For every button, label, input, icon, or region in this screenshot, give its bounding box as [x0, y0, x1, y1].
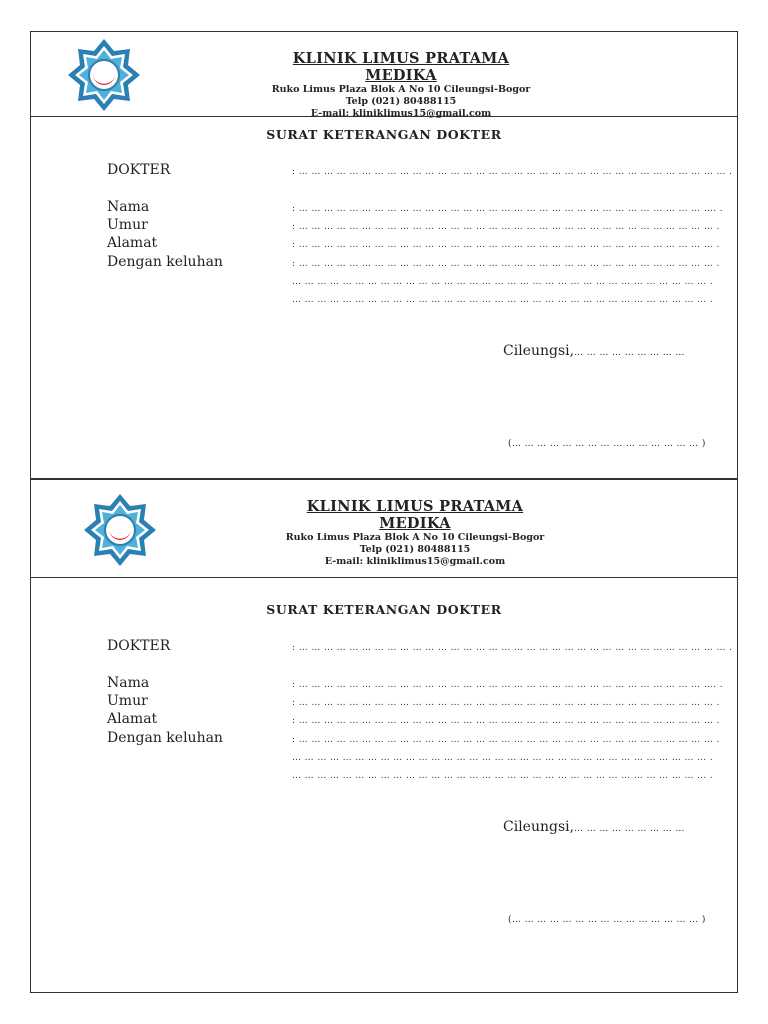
- nama-field[interactable]: : … … … … … … … … … … … … … … … … … … … … … … … … … … … … … … … … …. .: [292, 204, 724, 214]
- clinic-address: Ruko Limus Plaza Blok A No 10 Cileungsi-Bogor: [271, 84, 531, 95]
- clinic-email: E-mail: kliniklimus15@gmail.com: [310, 108, 492, 119]
- nama-label: Nama: [107, 675, 150, 691]
- keluhan-field-line-1[interactable]: : … … … … … … … … … … … … … … … … … … … … … … … … … … … … … … … … … .: [292, 259, 720, 269]
- keluhan-field-line-2[interactable]: … … … … … … … … … … … … … … … … … … … … … … … … … … … … … … … … … .: [292, 753, 714, 763]
- dokter-label: DOKTER: [107, 638, 171, 654]
- alamat-field[interactable]: : … … … … … … … … … … … … … … … … … … … … … … … … … … … … … … … … … .: [292, 716, 720, 726]
- dokter-field[interactable]: : … … … … … … … … … … … … … … … … … … … … … … … … … … … … … … … … … … .: [292, 643, 733, 653]
- clinic-phone: Telp (021) 80488115: [359, 544, 471, 555]
- date-field[interactable]: … … … … … … … … …: [574, 348, 685, 358]
- city-label: Cileungsi,: [503, 819, 575, 835]
- alamat-label: Alamat: [107, 235, 158, 251]
- signature-line[interactable]: [508, 910, 706, 926]
- umur-field[interactable]: : … … … … … … … … … … … … … … … … … … … … … … … … … … … … … … … … … .: [292, 698, 720, 708]
- nama-label: Nama: [107, 199, 150, 215]
- umur-label: Umur: [107, 693, 148, 709]
- certificate-form-1: [30, 31, 738, 479]
- alamat-label: Alamat: [107, 711, 158, 727]
- clinic-address: Ruko Limus Plaza Blok A No 10 Cileungsi-Bogor: [285, 532, 545, 543]
- alamat-field[interactable]: : … … … … … … … … … … … … … … … … … … … … … … … … … … … … … … … … … .: [292, 240, 720, 250]
- letterhead-text: [275, 498, 555, 568]
- letterhead: [31, 480, 737, 578]
- document-title: SURAT KETERANGAN DOKTER: [266, 602, 502, 617]
- umur-label: Umur: [107, 217, 148, 233]
- city-label: Cileungsi,: [503, 343, 575, 359]
- keluhan-field-line-3[interactable]: … … … … … … … … … … … … … … … … … … … … … … … … … … … … … … … … … .: [292, 295, 714, 305]
- date-field[interactable]: … … … … … … … … …: [574, 824, 685, 834]
- certificate-form-2: [30, 479, 738, 993]
- dokter-label: DOKTER: [107, 162, 171, 178]
- keluhan-field-line-3[interactable]: … … … … … … … … … … … … … … … … … … … … … … … … … … … … … … … … … .: [292, 771, 714, 781]
- document-title: SURAT KETERANGAN DOKTER: [266, 127, 502, 142]
- keluhan-field-line-1[interactable]: : … … … … … … … … … … … … … … … … … … … … … … … … … … … … … … … … … .: [292, 735, 720, 745]
- keluhan-label: Dengan keluhan: [107, 730, 223, 746]
- umur-field[interactable]: : … … … … … … … … … … … … … … … … … … … … … … … … … … … … … … … … … .: [292, 222, 720, 232]
- letterhead: [31, 32, 737, 117]
- clinic-logo-icon: [61, 37, 147, 113]
- dokter-field[interactable]: : … … … … … … … … … … … … … … … … … … … … … … … … … … … … … … … … … … .: [292, 167, 733, 177]
- city-date: [503, 819, 685, 835]
- signature-line[interactable]: [508, 434, 706, 450]
- keluhan-field-line-2[interactable]: … … … … … … … … … … … … … … … … … … … … … … … … … … … … … … … … … .: [292, 277, 714, 287]
- clinic-phone: Telp (021) 80488115: [345, 96, 457, 107]
- clinic-logo-icon: [77, 492, 163, 568]
- city-date: [503, 343, 685, 359]
- clinic-name: KLINIK LIMUS PRATAMA MEDIKA: [292, 50, 510, 84]
- clinic-name: KLINIK LIMUS PRATAMA MEDIKA: [306, 498, 524, 532]
- signature-field[interactable]: (… … … … … … … … … … … … … … … ): [508, 915, 706, 925]
- keluhan-label: Dengan keluhan: [107, 254, 223, 270]
- nama-field[interactable]: : … … … … … … … … … … … … … … … … … … … … … … … … … … … … … … … … …. .: [292, 680, 724, 690]
- letterhead-text: [261, 50, 541, 120]
- clinic-email: E-mail: kliniklimus15@gmail.com: [324, 556, 506, 567]
- signature-field[interactable]: (… … … … … … … … … … … … … … … ): [508, 439, 706, 449]
